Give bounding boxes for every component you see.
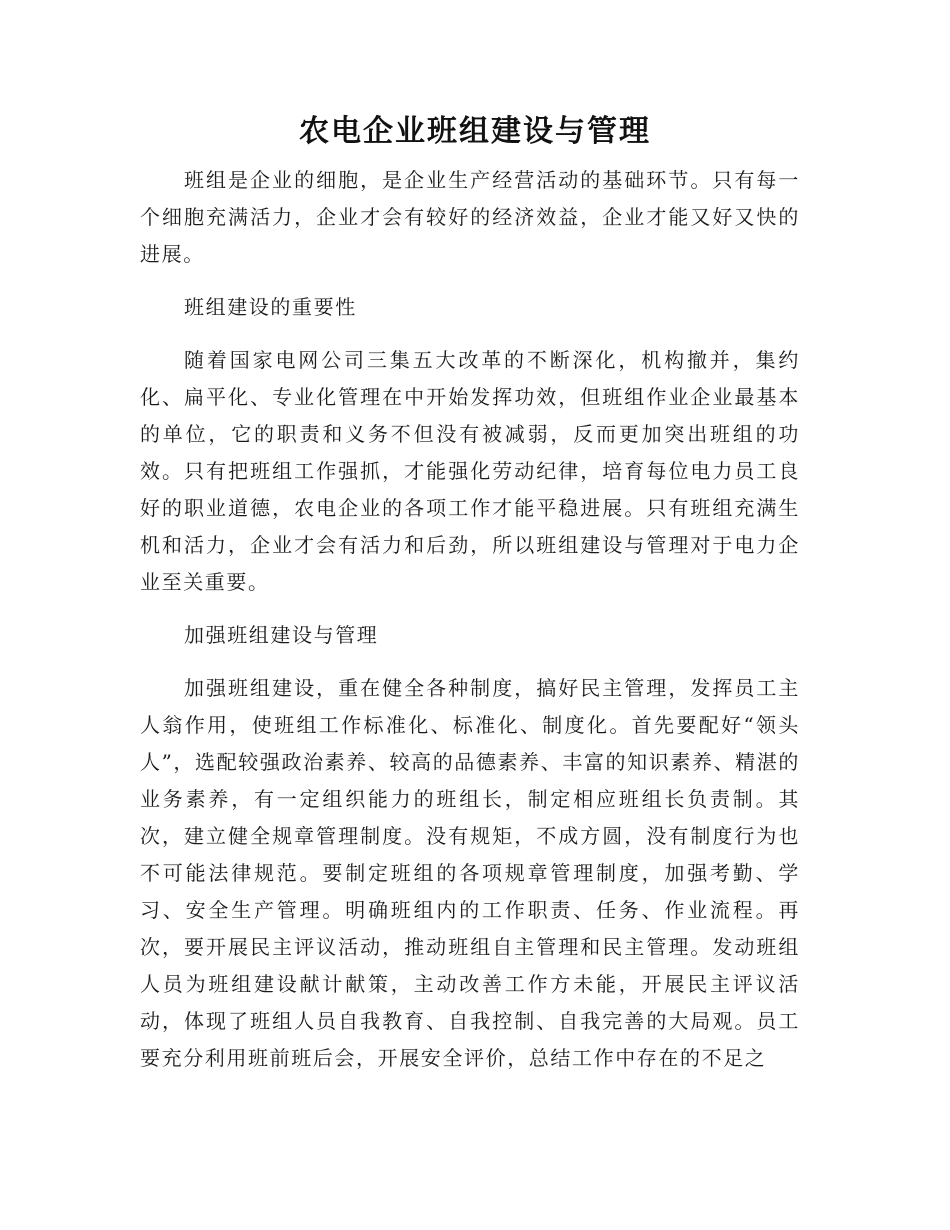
section-paragraph-strengthen: 加强班组建设，重在健全各种制度，搞好民主管理，发挥员工主人翁作用，使班组工作标准化、标准化、制度化。首先要配好“领头人”，选配较强政治素养、较高的品德素养、丰富的知识素养、精湛的业务素养，有一定组织能力的班组长，制定相应班组长负责制。其次，建立健全规章管理制度。没有规矩，不成方圆，没有制度行为也不可能法律规范。要制定班组的各项规章管理制度，加强考勤、学习、安全生产管理。明确班组内的工作职责、任务、作业流程。再次，要开展民主评议活动，推动班组自主管理和民主管理。发动班组人员为班组建设献计献策，主动改善工作方未能，开展民主评议活动，体现了班组人员自我教育、自我控制、自我完善的大局观。员工要充分利用班前班后会，开展安全评价，总结工作中存在的不足之 <box>140 676 800 1070</box>
section-paragraph-importance: 随着国家电网公司三集五大改革的不断深化，机构撤并，集约化、扁平化、专业化管理在中开始发挥功效，但班组作业企业最基本的单位，它的职责和义务不但没有被减弱，反而更加突出班组的功效。只有把班组工作强抓，才能强化劳动纪律，培育每位电力员工良好的职业道德，农电企业的各项工作才能平稳进展。只有班组充满生机和活力，企业才会有活力和后劲，所以班组建设与管理对于电力企业至关重要。 <box>140 348 800 594</box>
document-title: 农电企业班组建设与管理 <box>299 114 651 149</box>
section-heading-importance: 班组建设的重要性 <box>184 295 357 319</box>
intro-paragraph: 班组是企业的细胞，是企业生产经营活动的基础环节。只有每一个细胞充满活力，企业才会有较好的经济效益，企业才能又好又快的进展。 <box>140 168 800 266</box>
section-heading-strengthen: 加强班组建设与管理 <box>184 623 379 647</box>
document-body <box>140 162 800 1093</box>
